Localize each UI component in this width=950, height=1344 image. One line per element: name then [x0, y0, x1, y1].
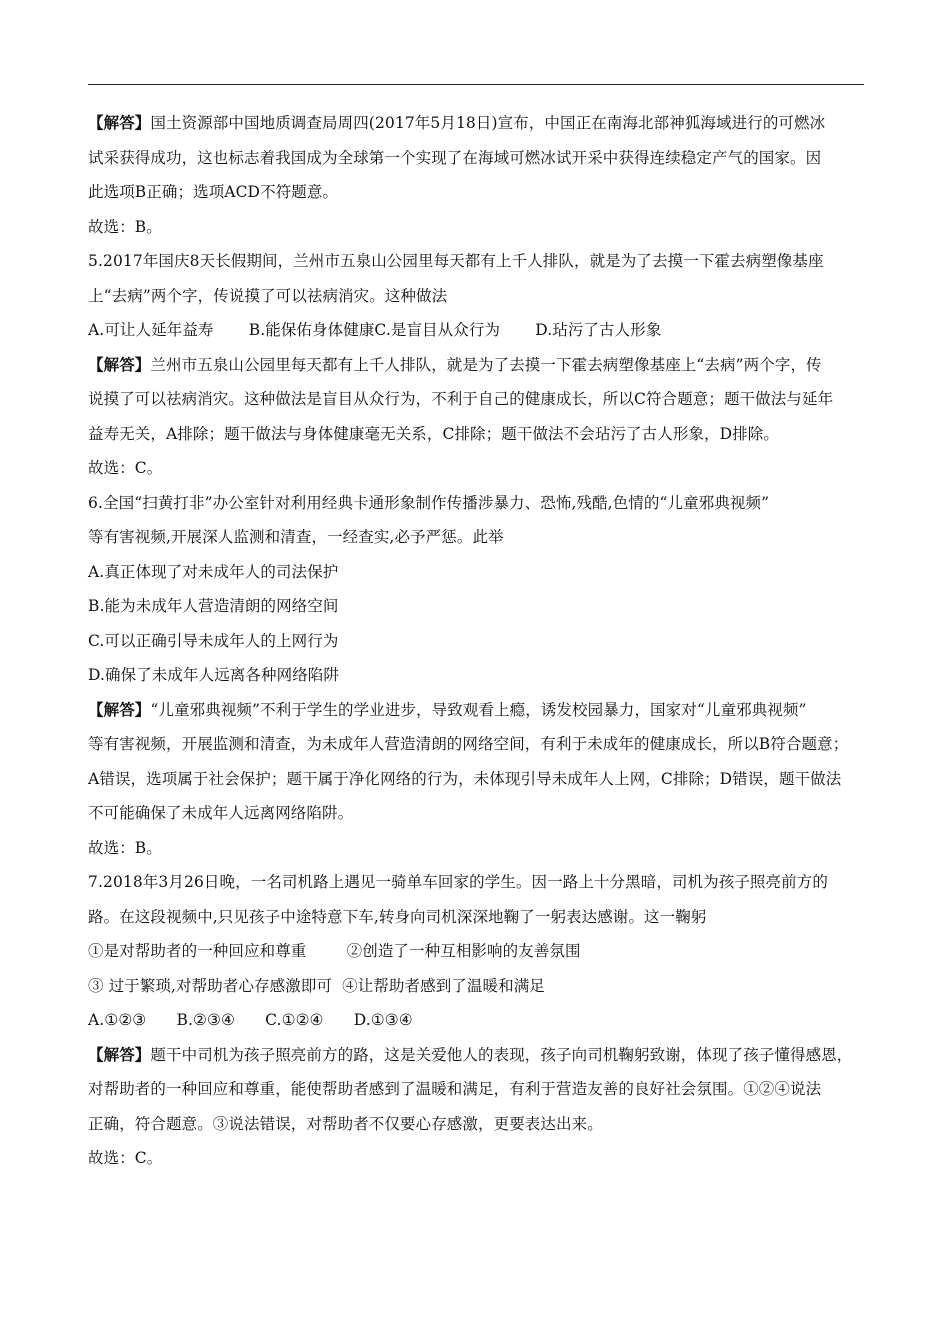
conclusion: 故选：C。: [88, 459, 163, 477]
question-stem: 5.2017年国庆8天长假期间，兰州市五泉山公园里每天都有上千人排队，就是为了去摸一下霍去病塑像基座: [88, 252, 824, 270]
text-line: 正确，符合题意。③说法错误，对帮助者不仅要心存感激，更要表达出来。: [88, 1114, 603, 1133]
question-statements: ①是对帮助者的一种回应和尊重 ②创造了一种互相影响的友善氛围: [88, 942, 581, 960]
question-block: [88, 486, 878, 693]
question-statements: ③ 过于繁琐,对帮助者心存感激即可 ④让帮助者感到了温暖和满足: [88, 976, 545, 995]
question-block: [88, 865, 878, 1038]
text-line: 【解答】兰州市五泉山公园里每天都有上千人排队，就是为了去摸一下霍去病塑像基座上“去病”两个字，传: [88, 354, 822, 374]
question-stem: 上“去病”两个字，传说摸了可以祛病消灾。这种做法: [88, 286, 448, 305]
question-options: A.①②③ B.②③④ C.①②④ D.①③④: [88, 1011, 413, 1029]
text-line: 【解答】国土资源部中国地质调查局周四(2017年5月18日)宣布，中国正在南海北部神狐海域进行的可燃冰: [88, 113, 826, 132]
solution-block: [88, 1038, 878, 1176]
header-rule: [88, 84, 864, 85]
question-stem: 7.2018年3月26日晚，一名司机路上遇见一骑单车回家的学生。因一路上十分黑暗，司机为孩子照亮前方的: [88, 873, 828, 891]
solution-block: [88, 693, 878, 866]
text-line: 【解答】题干中司机为孩子照亮前方的路，这是关爱他人的表现，孩子向司机鞠躬致谢，体现了孩子懂得感恩，: [88, 1044, 853, 1064]
text-line: 不可能确保了未成年人远离网络陷阱。: [88, 804, 354, 822]
answer-tag: 【解答】: [88, 354, 151, 374]
answer-tag: 【解答】: [88, 699, 151, 719]
text-line: 此选项B正确；选项ACD不符题意。: [88, 183, 339, 201]
question-option: B.能为未成年人营造清朗的网络空间: [88, 597, 339, 615]
question-option: A.真正体现了对未成年人的司法保护: [88, 562, 339, 581]
solution-block: [88, 348, 878, 486]
answer-tag: 【解答】: [88, 113, 151, 132]
question-stem: 6.全国“扫黄打非”办公室针对利用经典卡通形象制作传播涉暴力、恐怖,残酷,色情的“儿童邪典视频”: [88, 493, 770, 512]
conclusion: 故选：C。: [88, 1149, 163, 1167]
text-line: 益寿无关，A排除；题干做法与身体健康毫无关系，C排除；题干做法不会玷污了古人形象，D排除。: [88, 424, 779, 443]
text-line: 试采获得成功，这也标志着我国成为全球第一个实现了在海域可燃冰试开采中获得连续稳定产气的国家。因: [88, 148, 822, 167]
question-options: A.可让人延年益寿 B.能保佑身体健康C.是盲目从众行为 D.玷污了古人形象: [88, 321, 662, 339]
document-body: [88, 106, 878, 1176]
conclusion: 故选：B。: [88, 217, 162, 236]
solution-block: [88, 106, 878, 244]
text-line: 等有害视频，开展监测和清查，为未成年人营造清朗的网络空间，有利于未成年的健康成长，所以B符合题意；: [88, 735, 849, 753]
text-line: 对帮助者的一种回应和尊重，能使帮助者感到了温暖和满足，有利于营造友善的良好社会氛围。①②④说法: [88, 1080, 822, 1098]
question-stem: 路。在这段视频中,只见孩子中途特意下车,转身向司机深深地鞠了一躬表达感谢。这一鞠躬: [88, 907, 707, 926]
question-option: D.确保了未成年人远离各种网络陷阱: [88, 666, 340, 684]
text-line: 说摸了可以祛病消灾。这种做法是盲目从众行为，不利于自己的健康成长，所以C符合题意；题干做法与延年: [88, 390, 834, 408]
answer-tag: 【解答】: [88, 1044, 151, 1064]
question-block: [88, 244, 878, 348]
text-line: 【解答】“儿童邪典视频”不利于学生的学业进步，导致观看上瘾，诱发校园暴力，国家对“儿童邪典视频”: [88, 699, 807, 719]
conclusion: 故选：B。: [88, 838, 162, 857]
text-line: A错误，选项属于社会保护；题干属于净化网络的行为，未体现引导未成年人上网，C排除；D错误，题干做法: [88, 769, 842, 788]
question-option: C.可以正确引导未成年人的上网行为: [88, 631, 339, 650]
question-stem: 等有害视频,开展深人监测和清查，一经查实,必予严惩。此举: [88, 528, 504, 546]
